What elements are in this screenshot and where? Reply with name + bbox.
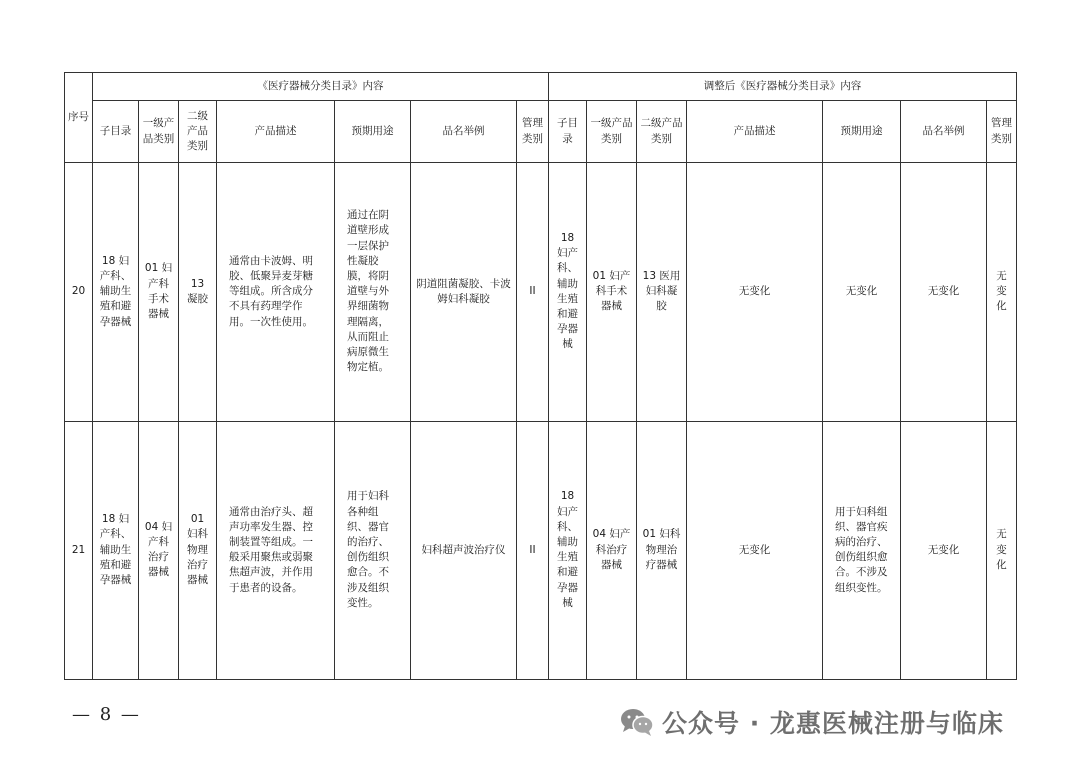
- col-header-orig-subcatalog: 子目录: [93, 101, 139, 163]
- col-header-orig-level2: 二级产品类别: [179, 101, 217, 163]
- adj-intended-use-cell: 无变化: [823, 163, 901, 421]
- adj-level1-cell: 04 妇产科治疗器械: [587, 421, 637, 679]
- orig-subcatalog-cell: 18 妇产科、辅助生殖和避孕器械: [93, 163, 139, 421]
- col-header-adj-level2: 二级产品类别: [637, 101, 687, 163]
- col-header-adj-description: 产品描述: [687, 101, 823, 163]
- orig-level1-cell: 01 妇产科手术器械: [139, 163, 179, 421]
- adj-subcatalog-cell: 18 妇产科、辅助生殖和避孕器械: [549, 163, 587, 421]
- orig-class-cell: II: [517, 163, 549, 421]
- classification-table: [64, 72, 1017, 680]
- adj-product-names-cell: 无变化: [901, 163, 987, 421]
- table-row: [65, 421, 1017, 679]
- col-header-adj-level1: 一级产品类别: [587, 101, 637, 163]
- orig-description-cell: 通常由卡波姆、明胶、低聚异麦芽糖等组成。所含成分不具有药理学作用。一次性使用。: [217, 163, 335, 421]
- orig-intended-use-cell: 通过在阴道壁形成一层保护性凝胶膜，将阴道壁与外界细菌物理隔离，从而阻止病原微生物定植。: [335, 163, 411, 421]
- orig-product-names-cell: 阴道阻菌凝胶、卡波姆妇科凝胶: [411, 163, 517, 421]
- adjusted-catalog-header: 调整后《医疗器械分类目录》内容: [549, 73, 1017, 101]
- group-header-row: [65, 73, 1017, 101]
- seq-header: 序号: [65, 73, 93, 163]
- adj-description-cell: 无变化: [687, 421, 823, 679]
- col-header-orig-level1: 一级产品类别: [139, 101, 179, 163]
- adj-intended-use-cell: 用于妇科组织、器官疾病的治疗、创伤组织愈合。不涉及组织变性。: [823, 421, 901, 679]
- col-header-orig-class: 管理类别: [517, 101, 549, 163]
- col-header-adj-class: 管理类别: [987, 101, 1017, 163]
- col-header-adj-product-names: 品名举例: [901, 101, 987, 163]
- adj-product-names-cell: 无变化: [901, 421, 987, 679]
- adj-subcatalog-cell: 18 妇产科、辅助生殖和避孕器械: [549, 421, 587, 679]
- orig-class-cell: II: [517, 421, 549, 679]
- adj-description-cell: 无变化: [687, 163, 823, 421]
- col-header-orig-description: 产品描述: [217, 101, 335, 163]
- page-number: — 8 —: [72, 704, 141, 725]
- seq-cell: 21: [65, 421, 93, 679]
- orig-intended-use-cell: 用于妇科各种组织、器官的治疗、创伤组织愈合。不涉及组织变性。: [335, 421, 411, 679]
- wechat-icon: [620, 707, 654, 737]
- orig-subcatalog-cell: 18 妇产科、辅助生殖和避孕器械: [93, 421, 139, 679]
- original-catalog-header: 《医疗器械分类目录》内容: [93, 73, 549, 101]
- adj-class-cell: 无变化: [987, 421, 1017, 679]
- table-row: [65, 163, 1017, 421]
- col-header-orig-product-names: 品名举例: [411, 101, 517, 163]
- col-header-orig-intended-use: 预期用途: [335, 101, 411, 163]
- column-header-row: [65, 101, 1017, 163]
- orig-level1-cell: 04 妇产科治疗器械: [139, 421, 179, 679]
- adj-level2-cell: 13 医用妇科凝胶: [637, 163, 687, 421]
- adj-class-cell: 无变化: [987, 163, 1017, 421]
- col-header-adj-intended-use: 预期用途: [823, 101, 901, 163]
- orig-product-names-cell: 妇科超声波治疗仪: [411, 421, 517, 679]
- watermark: [620, 704, 1004, 740]
- orig-level2-cell: 01 妇科物理治疗器械: [179, 421, 217, 679]
- orig-description-cell: 通常由治疗头、超声功率发生器、控制装置等组成。一般采用聚焦或弱聚焦超声波，并作用于患者的设备。: [217, 421, 335, 679]
- adj-level2-cell: 01 妇科物理治疗器械: [637, 421, 687, 679]
- col-header-adj-subcatalog: 子目录: [549, 101, 587, 163]
- adj-level1-cell: 01 妇产科手术器械: [587, 163, 637, 421]
- seq-cell: 20: [65, 163, 93, 421]
- watermark-text: 公众号 · 龙惠医械注册与临床: [662, 709, 1004, 738]
- orig-level2-cell: 13 凝胶: [179, 163, 217, 421]
